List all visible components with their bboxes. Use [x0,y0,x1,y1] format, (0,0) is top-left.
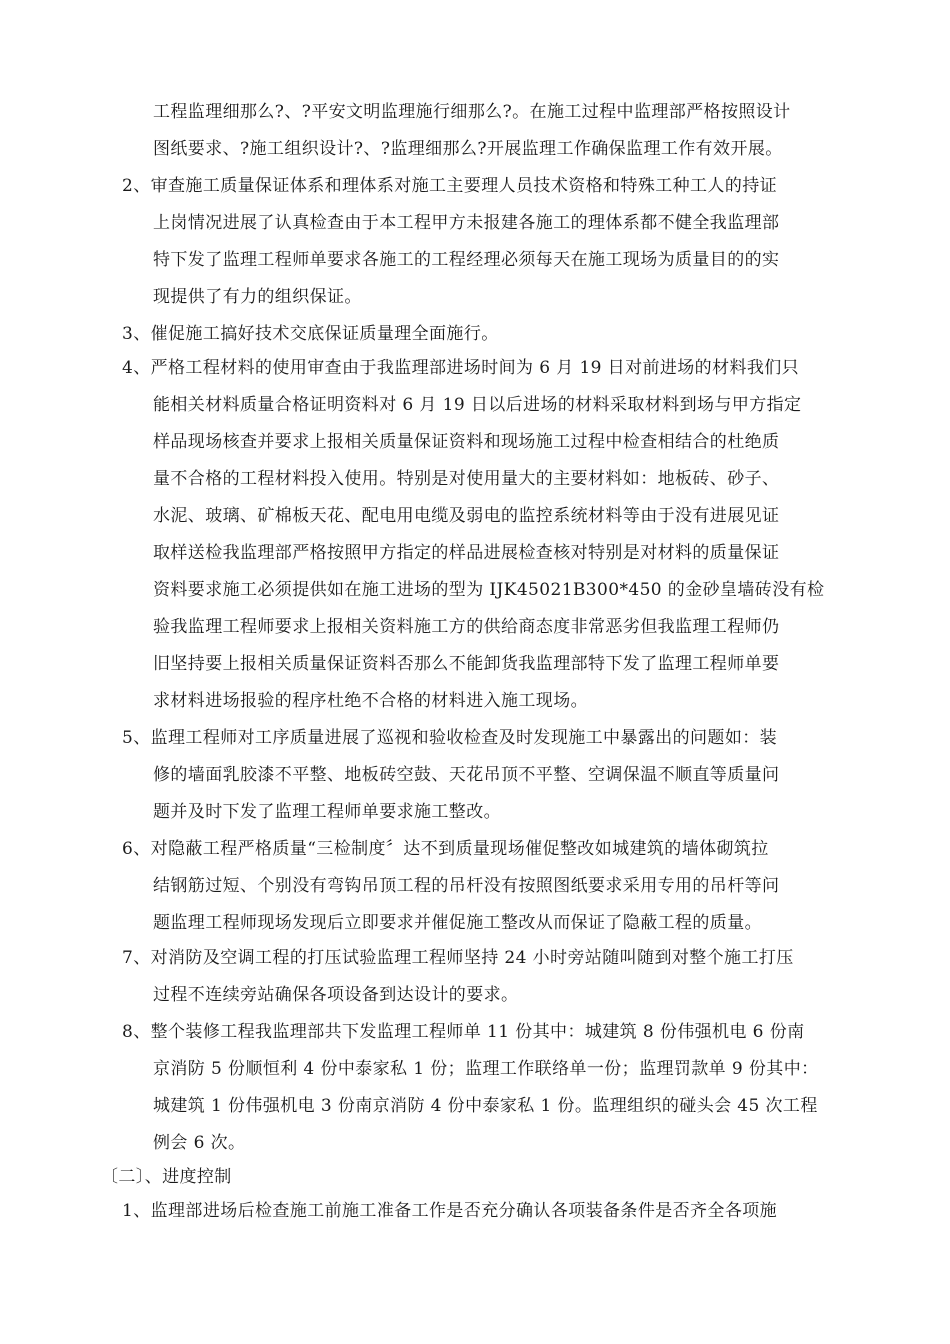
list-item-1: 1、监理部进场后检查施工前施工准备工作是否充分确认各项装备条件是否齐全各项施 [122,1201,778,1221]
paragraph-line: 旧坚持要上报相关质量保证资料否那么不能卸货我监理部特下发了监理工程师单要 [153,654,780,674]
paragraph-line: 能相关材料质量合格证明资料对 6 月 19 日以后进场的材料采取材料到场与甲方指定 [153,395,802,415]
paragraph-line: 图纸要求、?施工组织设计?、?监理细那么?开展监理工作确保监理工作有效开展。 [153,139,783,159]
paragraph-line: 上岗情况进展了认真检查由于本工程甲方未报建各施工的理体系都不健全我监理部 [153,213,780,233]
paragraph-line: 样品现场核查并要求上报相关质量保证资料和现场施工过程中检查相结合的杜绝质 [153,432,780,452]
paragraph-line: 工程监理细那么?、?平安文明监理施行细那么?。在施工过程中监理部严格按照设计 [153,102,791,122]
paragraph-line: 题并及时下发了监理工程师单要求施工整改。 [153,802,501,822]
paragraph-line: 资料要求施工必须提供如在施工进场的型为 IJK45021B300*450 的金砂皇墙砖没有检 [153,580,825,600]
paragraph-line: 京消防 5 份顺恒利 4 份中泰家私 1 份；监理工作联络单一份；监理罚款单 9 份其中： [153,1059,819,1079]
list-item-6: 6、对隐蔽工程严格质量“三检制度〞达不到质量现场催促整改如城建筑的墙体砌筑拉 [122,839,769,859]
paragraph-line: 过程不连续旁站确保各项设备到达设计的要求。 [153,985,519,1005]
list-item-3: 3、催促施工搞好技术交底保证质量理全面施行。 [122,324,499,344]
paragraph-line: 现提供了有力的组织保证。 [153,287,362,307]
paragraph-line: 量不合格的工程材料投入使用。特别是对使用量大的主要材料如：地板砖、砂子、 [153,469,780,489]
paragraph-line: 验我监理工程师要求上报相关资料施工方的供给商态度非常恶劣但我监理工程师仍 [153,617,780,637]
paragraph-line: 城建筑 1 份伟强机电 3 份南京消防 4 份中泰家私 1 份。监理组织的碰头会 45 次工程 [153,1096,818,1116]
list-item-2: 2、审查施工质量保证体系和理体系对施工主要理人员技术资格和特殊工种工人的持证 [122,176,778,196]
paragraph-line: 题监理工程师现场发现后立即要求并催促施工整改从而保证了隐蔽工程的质量。 [153,913,762,933]
section-heading: 〔二〕、进度控制 [101,1167,232,1187]
paragraph-line: 水泥、玻璃、矿棉板天花、配电用电缆及弱电的监控系统材料等由于没有进展见证 [153,506,780,526]
paragraph-line: 例会 6 次。 [153,1133,246,1153]
paragraph-line: 取样送检我监理部严格按照甲方指定的样品进展检查核对特别是对材料的质量保证 [153,543,780,563]
paragraph-line: 特下发了监理工程师单要求各施工的工程经理必须每天在施工现场为质量目的的实 [153,250,780,270]
list-item-5: 5、监理工程师对工序质量进展了巡视和验收检查及时发现施工中暴露出的问题如：装 [122,728,778,748]
paragraph-line: 修的墙面乳胶漆不平整、地板砖空鼓、天花吊顶不平整、空调保温不顺直等质量问 [153,765,780,785]
list-item-8: 8、整个装修工程我监理部共下发监理工程师单 11 份其中：城建筑 8 份伟强机电 6 份南 [122,1022,805,1042]
list-item-7: 7、对消防及空调工程的打压试验监理工程师坚持 24 小时旁站随叫随到对整个施工打压 [122,948,794,968]
paragraph-line: 求材料进场报验的程序杜绝不合格的材料进入施工现场。 [153,691,588,711]
list-item-4: 4、严格工程材料的使用审查由于我监理部进场时间为 6 月 19 日对前进场的材料我们只 [122,358,800,378]
paragraph-line: 结钢筋过短、个别没有弯钩吊顶工程的吊杆没有按照图纸要求采用专用的吊杆等问 [153,876,780,896]
